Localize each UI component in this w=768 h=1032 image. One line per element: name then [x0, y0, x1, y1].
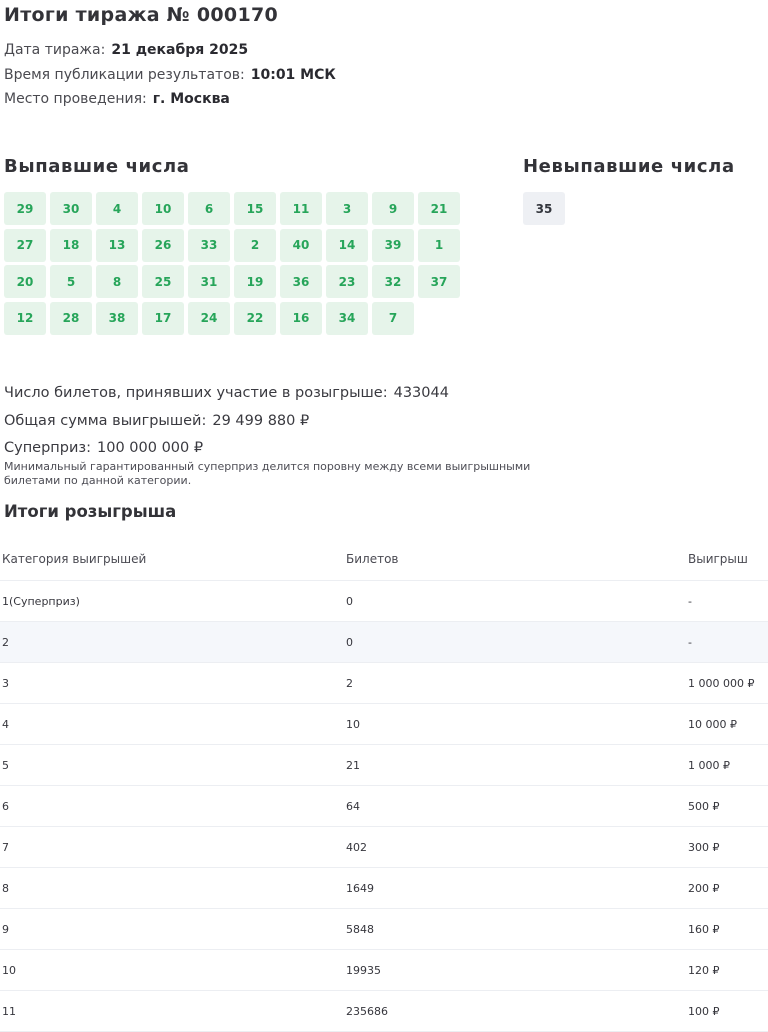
category-cell: 9: [0, 909, 346, 950]
drawn-number: 31: [188, 265, 230, 298]
column-header-prize: Выигрыш: [688, 538, 768, 581]
drawn-number: 25: [142, 265, 184, 298]
table-row: [0, 581, 768, 622]
tickets-row: [4, 383, 449, 411]
prize-cell: 120 ₽: [688, 950, 768, 991]
drawn-number: 15: [234, 192, 276, 225]
drawn-number: 13: [96, 229, 138, 262]
not-drawn-numbers-title: Невыпавшие числа: [523, 156, 735, 177]
prize-cell: 1 000 ₽: [688, 745, 768, 786]
prize-cell: 160 ₽: [688, 909, 768, 950]
draw-date-label: Дата тиража:: [4, 42, 106, 58]
drawn-number: 20: [4, 265, 46, 298]
drawn-numbers-grid: [4, 192, 466, 335]
tickets-cell: 0: [346, 581, 688, 622]
drawn-number: 28: [50, 302, 92, 335]
drawn-number: 23: [326, 265, 368, 298]
superprize-label: Суперприз:: [4, 440, 92, 456]
drawn-number: 36: [280, 265, 322, 298]
drawn-number: 32: [372, 265, 414, 298]
drawn-number: 29: [4, 192, 46, 225]
tickets-cell: 1649: [346, 868, 688, 909]
page-title: Итоги тиража № 000170: [4, 4, 279, 26]
drawn-number: 38: [96, 302, 138, 335]
publish-time-label: Время публикации результатов:: [4, 66, 245, 83]
publish-time-value: 10:01 МСК: [250, 66, 336, 83]
drawn-number: 12: [4, 302, 46, 335]
table-row: [0, 991, 768, 1032]
category-cell: 1(Суперприз): [0, 581, 346, 622]
category-cell: 2: [0, 622, 346, 663]
drawn-number: 34: [326, 302, 368, 335]
drawn-number: 16: [280, 302, 322, 335]
table-row: [0, 868, 768, 909]
draw-date-value: 21 декабря 2025: [111, 42, 249, 58]
tickets-cell: 2: [346, 663, 688, 704]
category-cell: 5: [0, 745, 346, 786]
prize-cell: 10 000 ₽: [688, 704, 768, 745]
tickets-label: Число билетов, принявших участие в розыгрыше:: [4, 385, 388, 401]
drawn-numbers-title: Выпавшие числа: [4, 156, 190, 177]
not-drawn-number: 35: [523, 192, 565, 225]
tickets-cell: 5848: [346, 909, 688, 950]
drawn-number: 39: [372, 229, 414, 262]
prize-cell: 100 ₽: [688, 991, 768, 1032]
drawn-number: 27: [4, 229, 46, 262]
drawn-number: 14: [326, 229, 368, 262]
table-row: [0, 909, 768, 950]
drawn-number: 10: [142, 192, 184, 225]
tickets-cell: 402: [346, 827, 688, 868]
drawn-number: 30: [50, 192, 92, 225]
tickets-cell: 19935: [346, 950, 688, 991]
table-row: [0, 827, 768, 868]
drawn-number: 9: [372, 192, 414, 225]
total-winnings-label: Общая сумма выигрышей:: [4, 412, 207, 429]
location-value: г. Москва: [152, 91, 230, 107]
results-body: [0, 581, 768, 1032]
drawn-number: 7: [372, 302, 414, 335]
category-cell: 3: [0, 663, 346, 704]
drawn-number: 37: [418, 265, 460, 298]
category-cell: 11: [0, 991, 346, 1032]
table-row: [0, 704, 768, 745]
draw-stats: [4, 383, 449, 466]
drawn-number: 33: [188, 229, 230, 262]
drawn-number: 22: [234, 302, 276, 335]
prize-cell: -: [688, 581, 768, 622]
table-row: [0, 622, 768, 663]
publish-time-row: [4, 65, 336, 90]
drawn-number: 24: [188, 302, 230, 335]
superprize-note: Минимальный гарантированный суперприз делится поровну между всеми выигрышными билетами по данной категории.: [4, 460, 531, 487]
drawn-number: 4: [96, 192, 138, 225]
draw-date-row: [4, 40, 336, 65]
tickets-cell: 0: [346, 622, 688, 663]
superprize-value: 100 000 000 ₽: [97, 440, 204, 456]
category-cell: 8: [0, 868, 346, 909]
column-header-tickets: Билетов: [346, 538, 688, 581]
location-row: [4, 89, 336, 114]
results-table: [0, 538, 768, 1032]
drawn-number: 21: [418, 192, 460, 225]
table-row: [0, 745, 768, 786]
drawn-number: 40: [280, 229, 322, 262]
drawn-number: 19: [234, 265, 276, 298]
category-cell: 6: [0, 786, 346, 827]
not-drawn-numbers-grid: [523, 192, 611, 225]
tickets-cell: 235686: [346, 991, 688, 1032]
category-cell: 10: [0, 950, 346, 991]
prize-cell: 1 000 000 ₽: [688, 663, 768, 704]
table-row: [0, 663, 768, 704]
drawn-number: 18: [50, 229, 92, 262]
tickets-value: 433044: [393, 385, 449, 401]
drawn-number: 17: [142, 302, 184, 335]
prize-cell: 200 ₽: [688, 868, 768, 909]
column-header-category: Категория выигрышей: [0, 538, 346, 581]
drawn-number: 11: [280, 192, 322, 225]
drawn-number: 5: [50, 265, 92, 298]
draw-meta: [4, 40, 336, 114]
drawn-number: 3: [326, 192, 368, 225]
tickets-cell: 21: [346, 745, 688, 786]
drawn-number: 2: [234, 229, 276, 262]
category-cell: 4: [0, 704, 346, 745]
prize-cell: 500 ₽: [688, 786, 768, 827]
drawn-number: 1: [418, 229, 460, 262]
table-row: [0, 950, 768, 991]
drawn-number: 26: [142, 229, 184, 262]
drawn-number: 6: [188, 192, 230, 225]
location-label: Место проведения:: [4, 91, 147, 107]
prize-cell: 300 ₽: [688, 827, 768, 868]
table-row: [0, 786, 768, 827]
tickets-cell: 10: [346, 704, 688, 745]
results-header-row: [0, 538, 768, 581]
results-title: Итоги розыгрыша: [4, 502, 177, 521]
total-winnings-row: [4, 411, 449, 439]
tickets-cell: 64: [346, 786, 688, 827]
prize-cell: -: [688, 622, 768, 663]
drawn-number: 8: [96, 265, 138, 298]
total-winnings-value: 29 499 880 ₽: [212, 412, 310, 429]
category-cell: 7: [0, 827, 346, 868]
